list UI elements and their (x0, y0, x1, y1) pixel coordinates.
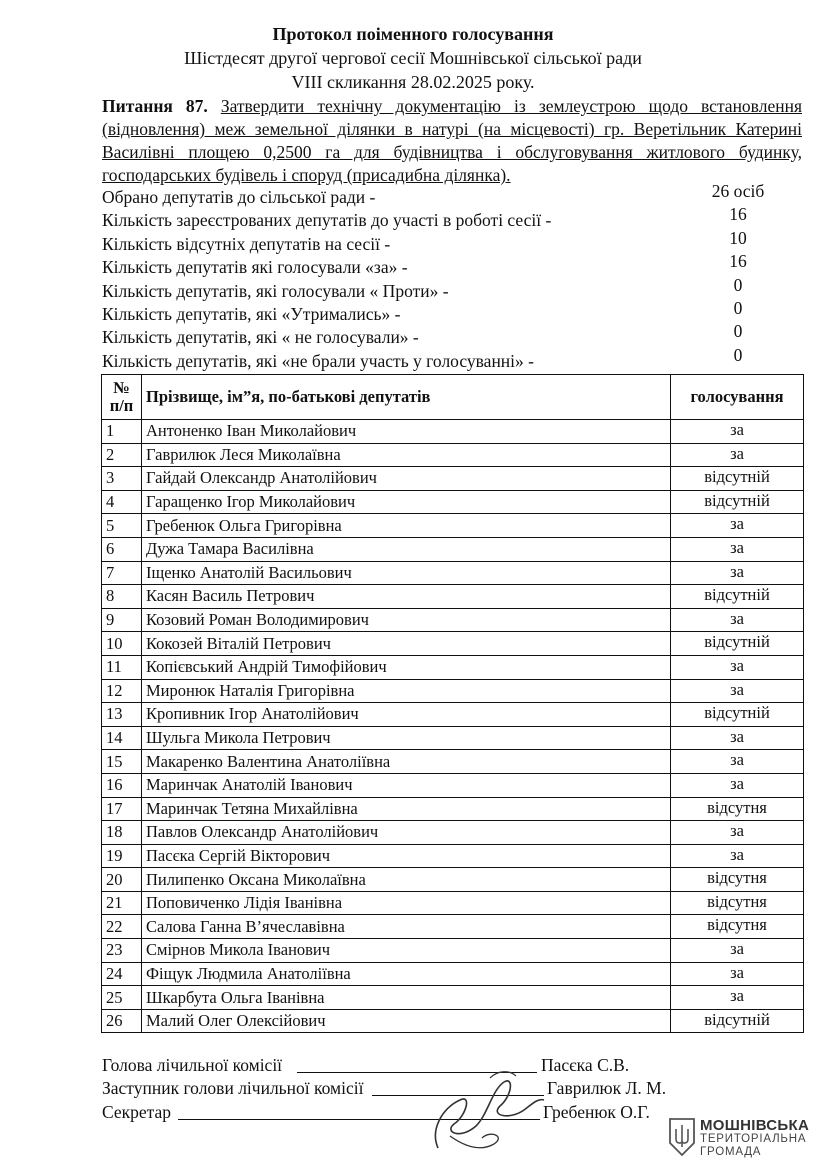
row-number: 26 (102, 1009, 142, 1033)
table-row (102, 797, 804, 821)
col-name-header: Прізвище, ім”я, по-батькові депутатів (142, 375, 671, 420)
table-row (102, 608, 804, 632)
deputy-name: Маринчак Анатолій Іванович (142, 773, 671, 797)
vote-result: відсутня (671, 915, 804, 939)
vote-result: за (671, 514, 804, 538)
stat-label: Обрано депутатів до сільської ради - (102, 187, 376, 207)
row-number: 21 (102, 891, 142, 915)
deputy-name: Кокозей Віталій Петрович (142, 632, 671, 656)
row-number: 13 (102, 703, 142, 727)
deputy-name: Маринчак Тетяна Михайлівна (142, 797, 671, 821)
deputy-name: Дужа Тамара Василівна (142, 537, 671, 561)
vote-result: за (671, 962, 804, 986)
vote-result: відсутня (671, 868, 804, 892)
vote-result: за (671, 608, 804, 632)
trident-icon (668, 1117, 696, 1157)
row-number: 22 (102, 915, 142, 939)
deputy-name: Шкарбута Ольга Іванівна (142, 986, 671, 1010)
deputy-name: Миронюк Наталія Григорівна (142, 679, 671, 703)
row-number: 24 (102, 962, 142, 986)
stat-label: Кількість відсутніх депутатів на сесії - (102, 233, 391, 254)
row-number: 15 (102, 750, 142, 774)
session-title: Шістдесят другої чергової сесії Мошнівської сільської ради (184, 48, 642, 68)
deputy-name: Павлов Олександр Анатолійович (142, 821, 671, 845)
question-block (102, 95, 802, 187)
col-num-line1: № (113, 378, 130, 397)
deputy-name: Кропивник Ігор Анатолійович (142, 703, 671, 727)
chair-label: Голова лічильної комісії (102, 1055, 283, 1075)
row-number: 1 (102, 420, 142, 444)
stat-label: Кількість депутатів, які «не брали участь у голосуванні» - (102, 350, 534, 371)
handwritten-signature (420, 1060, 560, 1160)
table-row (102, 986, 804, 1010)
row-number: 10 (102, 632, 142, 656)
row-number: 19 (102, 844, 142, 868)
vote-result: за (671, 939, 804, 963)
stat-row (102, 344, 802, 373)
vote-result: відсутній (671, 703, 804, 727)
stat-value: 0 (733, 321, 743, 342)
deputy-name: Салова Ганна В’ячеславівна (142, 915, 671, 939)
stat-value: 16 (729, 251, 747, 272)
chair-name: Пасєка С.В. (541, 1055, 630, 1075)
vote-result: відсутній (671, 1009, 804, 1033)
vote-result: за (671, 537, 804, 561)
vote-result: за (671, 750, 804, 774)
deputy-name: Малий Олег Олексійович (142, 1009, 671, 1033)
deputy-name: Шульга Микола Петрович (142, 726, 671, 750)
table-row (102, 844, 804, 868)
deputy-name: Гайдай Олександр Анатолійович (142, 467, 671, 491)
row-number: 25 (102, 986, 142, 1010)
table-row (102, 585, 804, 609)
deputy-name: Гаврилюк Леся Миколаївна (142, 443, 671, 467)
row-number: 16 (102, 773, 142, 797)
stat-value: 16 (729, 204, 747, 225)
table-row (102, 514, 804, 538)
deputy-name: Пасєка Сергій Вікторович (142, 844, 671, 868)
stat-value: 0 (733, 297, 743, 318)
vote-result: за (671, 986, 804, 1010)
row-number: 2 (102, 443, 142, 467)
vote-result: відсутній (671, 632, 804, 656)
table-row (102, 537, 804, 561)
row-number: 20 (102, 868, 142, 892)
row-number: 11 (102, 655, 142, 679)
deputy-name: Пилипенко Оксана Миколаївна (142, 868, 671, 892)
deputy-name: Гаврилюк Л. М. (547, 1078, 667, 1098)
stat-label: Кількість депутатів, які голосували « Проти» - (102, 280, 449, 301)
vote-result: відсутній (671, 467, 804, 491)
vote-result: за (671, 561, 804, 585)
table-row (102, 679, 804, 703)
stat-value: 10 (729, 227, 747, 248)
table-row (102, 1009, 804, 1033)
row-number: 9 (102, 608, 142, 632)
secretary-label: Секретар (102, 1102, 172, 1122)
table-row (102, 467, 804, 491)
vote-result: за (671, 726, 804, 750)
row-number: 14 (102, 726, 142, 750)
table-row (102, 490, 804, 514)
vote-result: відсутня (671, 891, 804, 915)
table-row (102, 868, 804, 892)
vote-result: за (671, 655, 804, 679)
table-row (102, 443, 804, 467)
stat-label: Кількість депутатів, які « не голосували» - (102, 327, 419, 348)
stat-label: Кількість депутатів які голосували «за» - (102, 257, 408, 278)
stats-list (102, 181, 802, 373)
votes-body (102, 420, 804, 1033)
row-number: 3 (102, 467, 142, 491)
deputy-name: Поповиченко Лідія Іванівна (142, 891, 671, 915)
deputy-name: Козовий Роман Володимирович (142, 608, 671, 632)
stat-value: 26 осіб (711, 181, 765, 201)
table-row (102, 632, 804, 656)
vote-result: відсутній (671, 585, 804, 609)
row-number: 7 (102, 561, 142, 585)
table-row (102, 420, 804, 444)
logo-line3: ГРОМАДА (700, 1146, 762, 1158)
col-num-line2: п/п (109, 396, 134, 415)
protocol-title: Протокол поіменного голосування (272, 24, 554, 44)
deputy-name: Копієвський Андрій Тимофійович (142, 655, 671, 679)
vote-result: за (671, 420, 804, 444)
deputy-name: Антоненко Іван Миколайович (142, 420, 671, 444)
deputy-name: Гаращенко Ігор Миколайович (142, 490, 671, 514)
vote-result: за (671, 821, 804, 845)
stat-value: 0 (733, 274, 743, 295)
vote-result: відсутня (671, 797, 804, 821)
question-text: Затвердити технічну документацію із землеустрою щодо встановлення (відновлення) меж земельної ділянки в натурі (на місцевості) гр. Веретільник Катерині Василівні площею 0,2500 га для будівництва і обслуговування житлового будинку, господарських будівель і споруд (присадибна ділянка). (102, 96, 802, 185)
community-logo (668, 1117, 818, 1161)
row-number: 8 (102, 585, 142, 609)
stat-label: Кількість депутатів, які «Утримались» - (102, 303, 401, 324)
col-num-header (102, 375, 142, 420)
row-number: 6 (102, 537, 142, 561)
deputy-name: Касян Василь Петрович (142, 585, 671, 609)
table-row (102, 703, 804, 727)
logo-line1: МОШНІВСЬКА (700, 1117, 810, 1134)
vote-result: за (671, 679, 804, 703)
row-number: 5 (102, 514, 142, 538)
deputy-name: Смірнов Микола Іванович (142, 939, 671, 963)
table-row (102, 655, 804, 679)
table-row (102, 750, 804, 774)
row-number: 12 (102, 679, 142, 703)
votes-table (101, 374, 804, 1033)
table-row (102, 561, 804, 585)
deputy-name: Іщенко Анатолій Васильович (142, 561, 671, 585)
col-vote-header: голосування (671, 375, 804, 420)
vote-result: за (671, 773, 804, 797)
question-number: Питання 87. (102, 96, 208, 116)
table-row (102, 773, 804, 797)
logo-line2: ТЕРИТОРІАЛЬНА (700, 1133, 807, 1145)
vote-result: за (671, 844, 804, 868)
secretary-name: Гребенюк О.Г. (543, 1102, 650, 1122)
table-row (102, 821, 804, 845)
row-number: 18 (102, 821, 142, 845)
stat-value: 0 (733, 344, 743, 365)
deputy-name: Макаренко Валентина Анатоліївна (142, 750, 671, 774)
table-row (102, 962, 804, 986)
row-number: 4 (102, 490, 142, 514)
table-row (102, 726, 804, 750)
row-number: 17 (102, 797, 142, 821)
row-number: 23 (102, 939, 142, 963)
vote-result: за (671, 443, 804, 467)
vote-result: відсутній (671, 490, 804, 514)
deputy-name: Фіщук Людмила Анатоліївна (142, 962, 671, 986)
table-header-row (102, 375, 804, 420)
stat-label: Кількість зареєстрованих депутатів до участі в роботі сесії - (102, 210, 552, 231)
convocation-date: VIII скликання 28.02.2025 року. (291, 72, 535, 92)
table-row (102, 915, 804, 939)
deputy-name: Гребенюк Ольга Григорівна (142, 514, 671, 538)
table-row (102, 939, 804, 963)
table-row (102, 891, 804, 915)
deputy-label: Заступник голови лічильної комісії (102, 1078, 364, 1098)
